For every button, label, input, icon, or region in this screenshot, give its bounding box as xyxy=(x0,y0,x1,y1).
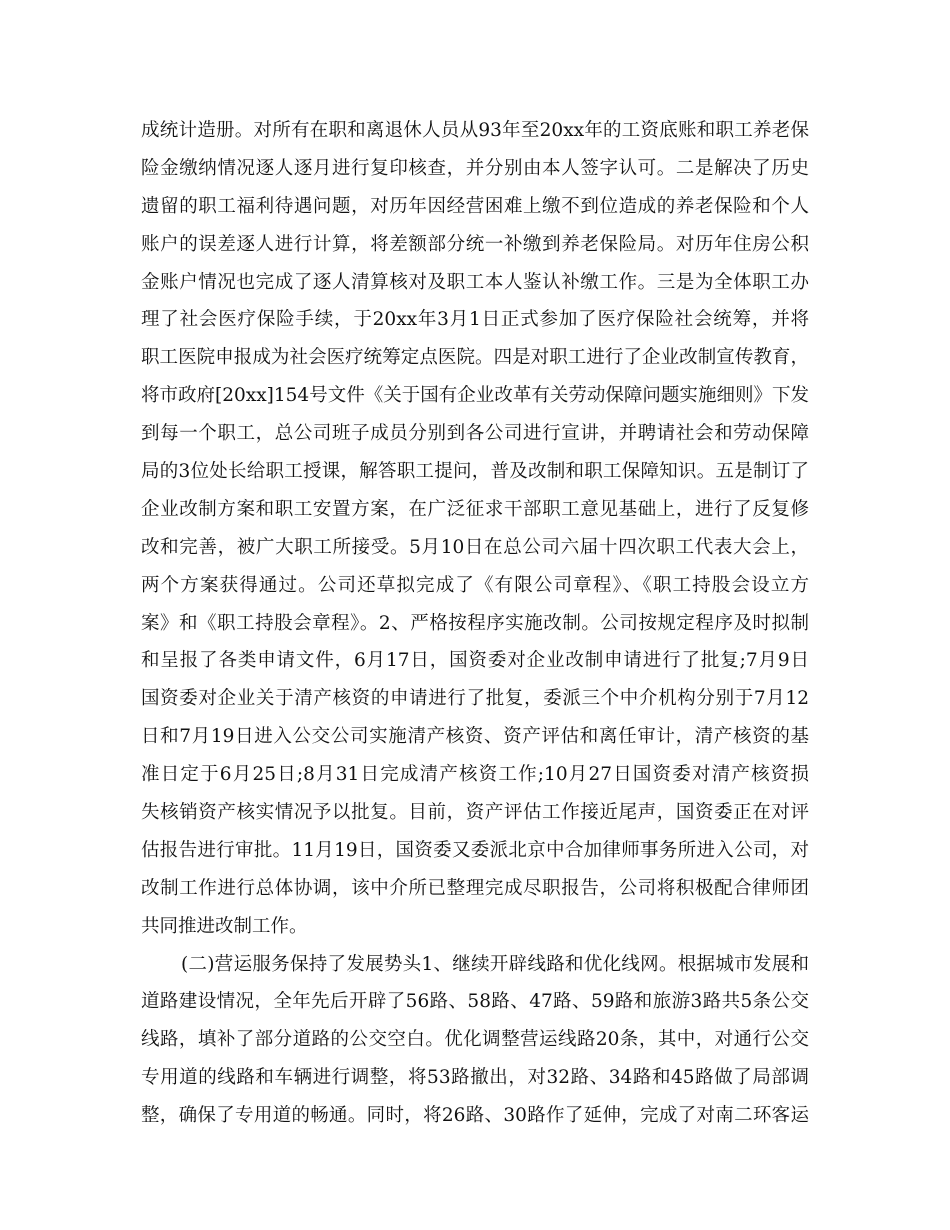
text-line: 局的3位处长给职工授课，解答职工提问，普及改制和职工保障知识。五是制订了 xyxy=(141,461,809,483)
text-line: 理了社会医疗保险手续，于20xx年3月1日正式参加了医疗保险社会统筹，并将 xyxy=(141,309,809,331)
section-heading-line: (二)营运服务保持了发展势头1、继续开辟线路和优化线网。根据城市发展和 xyxy=(181,953,809,975)
text-line: 案》和《职工持股会章程》。2、严格按程序实施改制。公司按规定程序及时拟制 xyxy=(141,612,809,634)
text-line: 遗留的职工福利待遇问题，对历年因经营困难上缴不到位造成的养老保险和个人 xyxy=(141,195,809,217)
text-line: 和呈报了各类申请文件，6月17日，国资委对企业改制申请进行了批复;7月9日 xyxy=(141,650,809,672)
text-line: 改制工作进行总体协调，该中介所已整理完成尽职报告，公司将积极配合律师团 xyxy=(141,877,809,899)
text-line: 日和7月19日进入公交公司实施清产核资、资产评估和离任审计，清产核资的基 xyxy=(141,726,809,748)
text-line: 两个方案获得通过。公司还草拟完成了《有限公司章程》、《职工持股会设立方 xyxy=(141,574,809,596)
document-body xyxy=(141,112,809,1135)
paragraph-end-line: 共同推进改制工作。 xyxy=(141,915,308,937)
text-line: 整，确保了专用道的畅通。同时，将26路、30路作了延伸，完成了对南二环客运 xyxy=(141,1105,809,1127)
text-line: 专用道的线路和车辆进行调整，将53路撤出，对32路、34路和45路做了局部调 xyxy=(141,1067,809,1089)
text-line: 成统计造册。对所有在职和离退休人员从93年至20xx年的工资底账和职工养老保 xyxy=(141,120,809,141)
text-line: 道路建设情况，全年先后开辟了56路、58路、47路、59路和旅游3路共5条公交 xyxy=(141,991,809,1013)
text-line: 将市政府[20xx]154号文件《关于国有企业改革有关劳动保障问题实施细则》下发 xyxy=(141,385,809,407)
text-line: 估报告进行审批。11月19日，国资委又委派北京中合加律师事务所进入公司，对 xyxy=(141,839,809,861)
text-line: 到每一个职工，总公司班子成员分别到各公司进行宣讲，并聘请社会和劳动保障 xyxy=(141,423,809,445)
text-line: 账户的误差逐人进行计算，将差额部分统一补缴到养老保险局。对历年住房公积 xyxy=(141,233,809,255)
text-line: 金账户情况也完成了逐人清算核对及职工本人鉴认补缴工作。三是为全体职工办 xyxy=(141,271,809,293)
text-line: 改和完善，被广大职工所接受。5月10日在总公司六届十四次职工代表大会上， xyxy=(141,536,809,558)
text-line: 企业改制方案和职工安置方案，在广泛征求干部职工意见基础上，进行了反复修 xyxy=(141,498,809,520)
text-line: 线路，填补了部分道路的公交空白。优化调整营运线路20条，其中，对通行公交 xyxy=(141,1029,809,1051)
text-line: 职工医院申报成为社会医疗统筹定点医院。四是对职工进行了企业改制宣传教育， xyxy=(141,347,809,369)
text-line: 险金缴纳情况逐人逐月进行复印核查，并分别由本人签字认可。二是解决了历史 xyxy=(141,157,809,179)
text-line: 国资委对企业关于清产核资的申请进行了批复，委派三个中介机构分别于7月12 xyxy=(141,688,809,710)
text-line: 准日定于6月25日;8月31日完成清产核资工作;10月27日国资委对清产核资损 xyxy=(141,764,809,786)
text-line: 失核销资产核实情况予以批复。目前，资产评估工作接近尾声，国资委正在对评 xyxy=(141,802,809,824)
